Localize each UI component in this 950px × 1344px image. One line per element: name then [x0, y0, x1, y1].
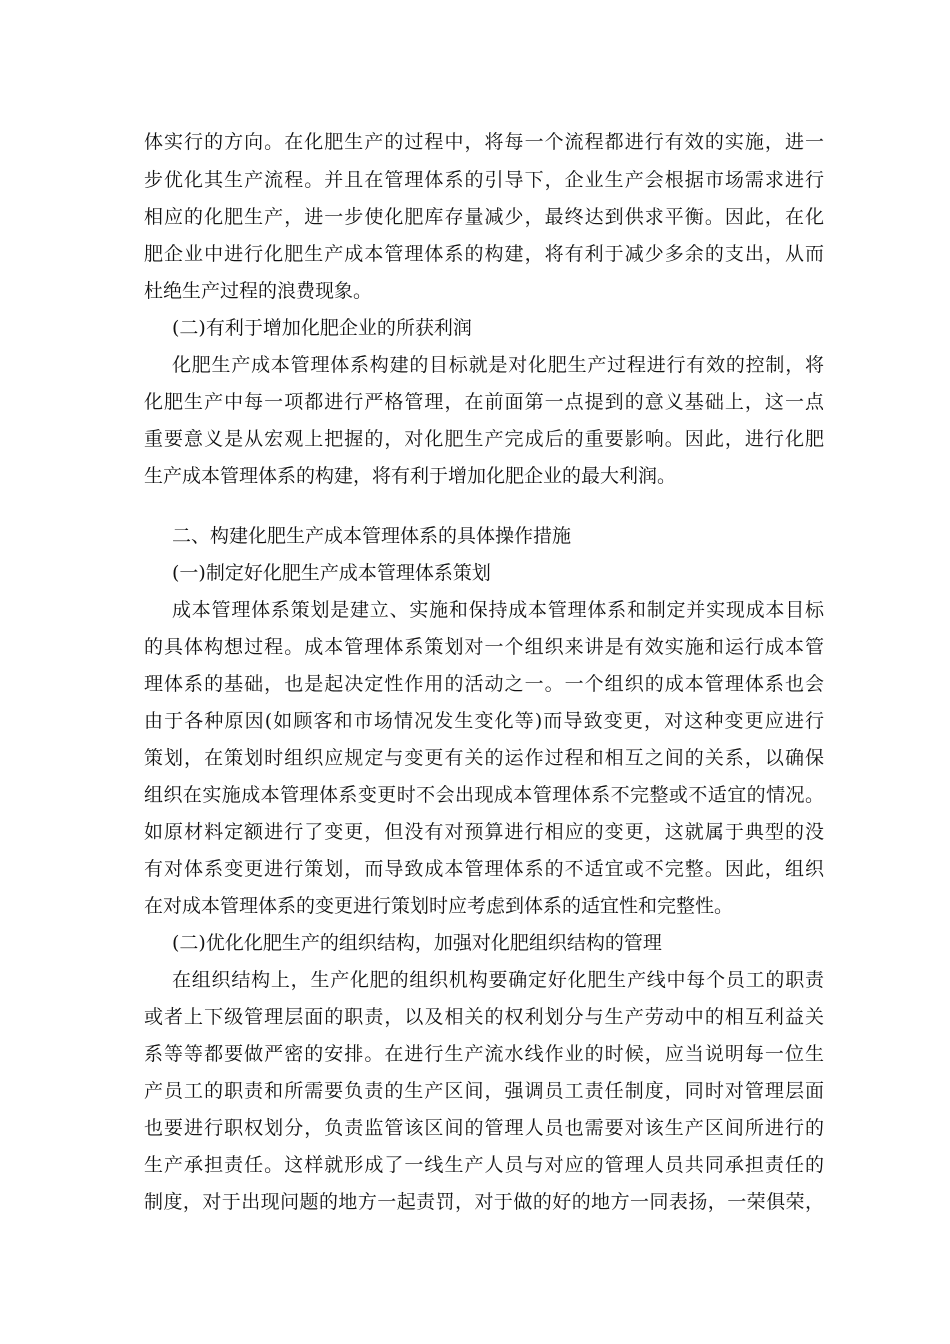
paragraph-line: 杜绝生产过程的浪费现象。	[144, 280, 373, 302]
paragraph-line: 体实行的方向。在化肥生产的过程中，将每一个流程都进行有效的实施，进一	[144, 131, 824, 153]
paragraph-line: 产员工的职责和所需要负责的生产区间，强调员工责任制度，同时对管理层面	[144, 1080, 824, 1102]
paragraph-line: 由于各种原因(如顾客和市场情况发生变化等)而导致变更，对这种变更应进行	[144, 710, 824, 732]
paragraph-line: 的具体构想过程。成本管理体系策划对一个组织来讲是有效实施和运行成本管	[144, 636, 824, 658]
paragraph-line: 有对体系变更进行策划，而导致成本管理体系的不适宜或不完整。因此，组织	[144, 858, 824, 880]
paragraph-line: 理体系的基础，也是起决定性作用的活动之一。一个组织的成本管理体系也会	[144, 673, 824, 695]
paragraph-line: 制度，对于出现问题的地方一起责罚，对于做的好的地方一同表扬，一荣俱荣，	[144, 1191, 824, 1213]
paragraph-line: 肥企业中进行化肥生产成本管理体系的构建，将有利于减少多余的支出，从而	[144, 243, 824, 265]
paragraph-line: 如原材料定额进行了变更，但没有对预算进行相应的变更，这就属于典型的没	[144, 821, 824, 843]
paragraph-line: 生产成本管理体系的构建，将有利于增加化肥企业的最大利润。	[144, 465, 677, 487]
section-heading: 二、构建化肥生产成本管理体系的具体操作措施	[172, 525, 572, 547]
paragraph-line: 步优化其生产流程。并且在管理体系的引导下，企业生产会根据市场需求进行	[144, 169, 824, 191]
paragraph-line: 相应的化肥生产，进一步使化肥库存量减少，最终达到供求平衡。因此，在化	[144, 206, 824, 228]
paragraph-line: 在组织结构上，生产化肥的组织机构要确定好化肥生产线中每个员工的职责	[172, 969, 824, 991]
paragraph-line: 在对成本管理体系的变更进行策划时应考虑到体系的适宜性和完整性。	[144, 895, 734, 917]
paragraph-line: 重要意义是从宏观上把握的，对化肥生产完成后的重要影响。因此，进行化肥	[144, 428, 824, 450]
paragraph-line: 化肥生产中每一项都进行严格管理，在前面第一点提到的意义基础上，这一点	[144, 391, 824, 413]
subsection-heading: (二)优化化肥生产的组织结构，加强对化肥组织结构的管理	[172, 932, 662, 954]
subsection-heading: (一)制定好化肥生产成本管理体系策划	[172, 562, 491, 584]
paragraph-line: 或者上下级管理层面的职责，以及相关的权利划分与生产劳动中的相互利益关	[144, 1006, 824, 1028]
paragraph-line: 也要进行职权划分，负责监管该区间的管理人员也需要对该生产区间所进行的	[144, 1117, 824, 1139]
subsection-heading: (二)有利于增加化肥企业的所获利润	[172, 317, 472, 339]
paragraph-line: 系等等都要做严密的安排。在进行生产流水线作业的时候，应当说明每一位生	[144, 1043, 824, 1065]
paragraph-line: 组织在实施成本管理体系变更时不会出现成本管理体系不完整或不适宜的情况。	[144, 784, 824, 806]
paragraph-line: 策划，在策划时组织应规定与变更有关的运作过程和相互之间的关系，以确保	[144, 747, 824, 769]
paragraph-line: 生产承担责任。这样就形成了一线生产人员与对应的管理人员共同承担责任的	[144, 1154, 824, 1176]
paragraph-line: 化肥生产成本管理体系构建的目标就是对化肥生产过程进行有效的控制，将	[172, 354, 824, 376]
paragraph-line: 成本管理体系策划是建立、实施和保持成本管理体系和制定并实现成本目标	[172, 599, 824, 621]
